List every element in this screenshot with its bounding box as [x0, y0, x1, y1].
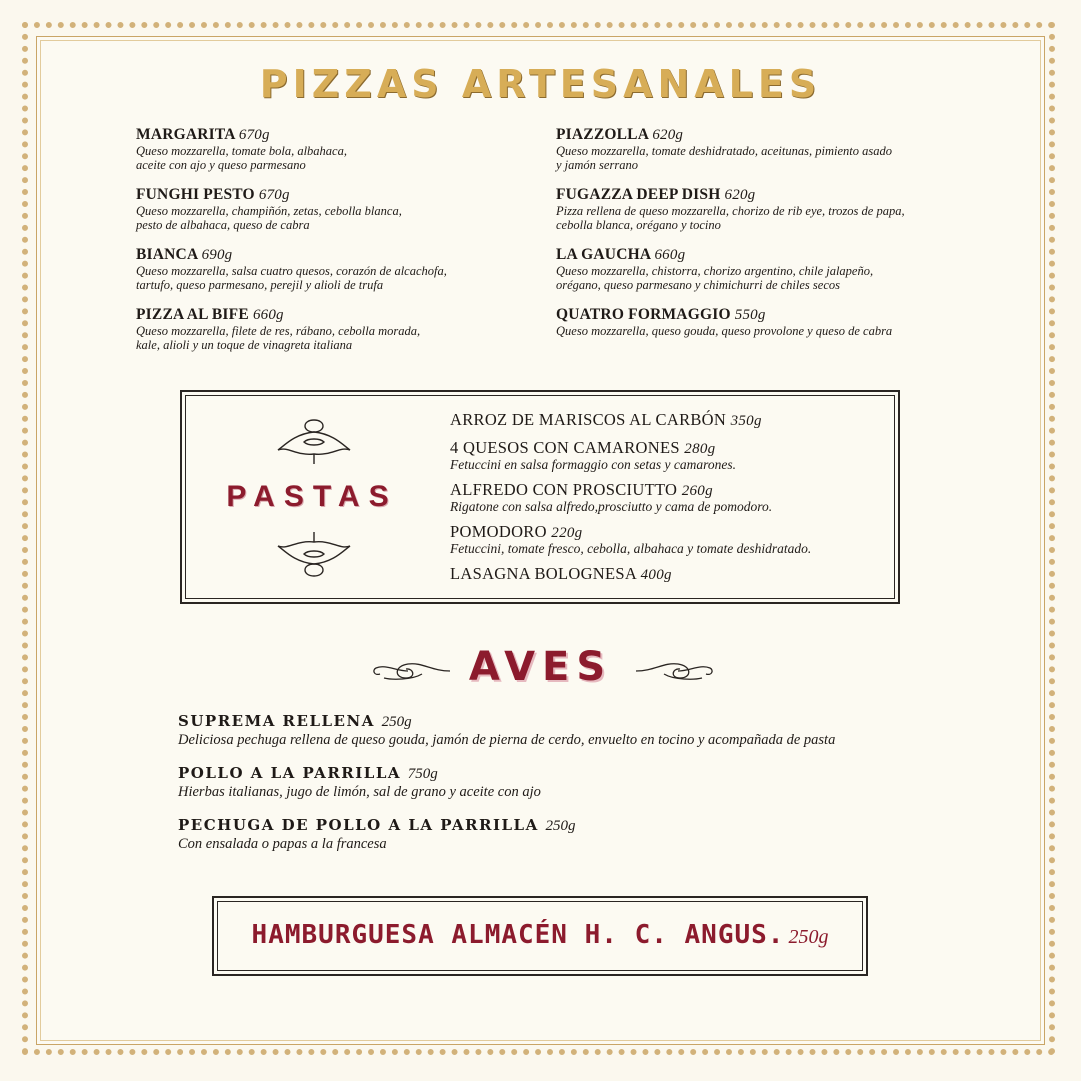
- item-name: POMODORO: [450, 522, 547, 541]
- item-weight: 670g: [258, 187, 290, 203]
- menu-item: [178, 816, 938, 868]
- item-description: Fetuccini en salsa formaggio con setas y camarones.: [450, 457, 736, 472]
- item-description: Fetuccini, tomate fresco, cebolla, albahaca y tomate deshidratado.: [450, 541, 812, 556]
- item-name: FUGAZZA DEEP DISH: [556, 186, 721, 203]
- item-weight: 250g: [381, 714, 412, 730]
- item-name: ALFREDO CON PROSCIUTTO: [450, 480, 678, 499]
- item-description: Deliciosa pechuga rellena de queso gouda, jamón de pierna de cerdo, envuelto en tocino y acompañada de pasta: [178, 732, 836, 748]
- burger-weight: 250g: [788, 926, 829, 948]
- menu-item: [136, 186, 556, 246]
- menu-item: [450, 480, 890, 514]
- item-description: Rigatone con salsa alfredo,prosciutto y cama de pomodoro.: [450, 499, 773, 514]
- menu-item: [556, 126, 976, 186]
- item-weight: 550g: [734, 307, 766, 323]
- item-name: PECHUGA DE POLLO A LA PARRILLA: [178, 816, 539, 834]
- item-weight: 620g: [652, 127, 684, 143]
- item-weight: 220g: [551, 525, 583, 541]
- aves-section-title: AVES: [468, 644, 613, 690]
- item-weight: 260g: [681, 483, 713, 499]
- item-weight: 660g: [654, 247, 686, 263]
- item-description: Queso mozzarella, champiñón, zetas, cebolla blanca, pesto de albahaca, queso de cabra: [136, 204, 402, 232]
- item-name: SUPREMA RELLENA: [178, 712, 375, 730]
- item-name: QUATRO FORMAGGIO: [556, 306, 731, 323]
- item-description: Queso mozzarella, tomate deshidratado, aceitunas, pimiento asado y jamón serrano: [556, 144, 892, 172]
- item-weight: 750g: [407, 766, 438, 782]
- item-weight: 250g: [545, 818, 576, 834]
- menu-item: [178, 712, 938, 764]
- item-name: PIAZZOLLA: [556, 126, 649, 143]
- menu-item: [450, 438, 890, 472]
- pastas-section-box: [180, 390, 900, 604]
- item-name: PIZZA AL BIFE: [136, 306, 249, 323]
- item-weight: 620g: [724, 187, 756, 203]
- aves-list: [178, 712, 938, 868]
- menu-item: [556, 186, 976, 246]
- pastas-list: [450, 410, 890, 592]
- item-description: Con ensalada o papas a la francesa: [178, 836, 387, 852]
- pizzas-left-column: [136, 126, 556, 366]
- menu-item: [136, 246, 556, 306]
- item-name: MARGARITA: [136, 126, 235, 143]
- menu-item: [450, 410, 890, 430]
- item-name: BIANCA: [136, 246, 198, 263]
- item-description: Queso mozzarella, queso gouda, queso provolone y queso de cabra: [556, 324, 893, 338]
- item-weight: 280g: [684, 441, 716, 457]
- burger-line: [214, 920, 866, 950]
- pastas-section-title: PASTAS: [226, 480, 398, 513]
- item-description: Queso mozzarella, tomate bola, albahaca, aceite con ajo y queso parmesano: [136, 144, 347, 172]
- item-weight: 350g: [730, 413, 762, 429]
- item-description: Queso mozzarella, chistorra, chorizo argentino, chile jalapeño, orégano, queso parmesano y chimichurri de chiles secos: [556, 264, 874, 292]
- item-weight: 660g: [252, 307, 284, 323]
- flourish-ornament-icon: [274, 416, 354, 466]
- item-name: LASAGNA BOLOGNESA: [450, 564, 637, 583]
- item-weight: 400g: [640, 567, 672, 583]
- pizzas-right-column: [556, 126, 976, 366]
- item-name: LA GAUCHA: [556, 246, 651, 263]
- item-name: FUNGHI PESTO: [136, 186, 255, 203]
- burger-feature-box: [212, 896, 868, 976]
- pizzas-section-title: PIZZAS ARTESANALES: [259, 62, 822, 106]
- menu-item: [136, 306, 556, 366]
- item-name: POLLO A LA PARRILLA: [178, 764, 402, 782]
- menu-item: [450, 522, 890, 556]
- flourish-ornament-icon: [274, 530, 354, 580]
- item-name: 4 QUESOS CON CAMARONES: [450, 438, 680, 457]
- item-description: Queso mozzarella, salsa cuatro quesos, corazón de alcachofa, tartufo, queso parmesano, perejil y alioli de trufa: [136, 264, 447, 292]
- item-description: Pizza rellena de queso mozzarella, chorizo de rib eye, trozos de papa, cebolla blanca, orégano y tocino: [556, 204, 905, 232]
- menu-item: [136, 126, 556, 186]
- menu-item: [556, 306, 976, 366]
- item-weight: 690g: [201, 247, 233, 263]
- item-description: Queso mozzarella, filete de res, rábano, cebolla morada, kale, alioli y un toque de vinagreta italiana: [136, 324, 421, 352]
- item-weight: 670g: [238, 127, 270, 143]
- menu-item: [556, 246, 976, 306]
- item-name: ARROZ DE MARISCOS AL CARBÓN: [450, 410, 727, 429]
- menu-item: [450, 564, 890, 584]
- item-description: Hierbas italianas, jugo de limón, sal de grano y aceite con ajo: [178, 784, 541, 800]
- right-flourish-icon: [634, 658, 714, 684]
- burger-name: HAMBURGUESA ALMACÉN H. C. ANGUS.: [251, 920, 785, 950]
- menu-item: [178, 764, 938, 816]
